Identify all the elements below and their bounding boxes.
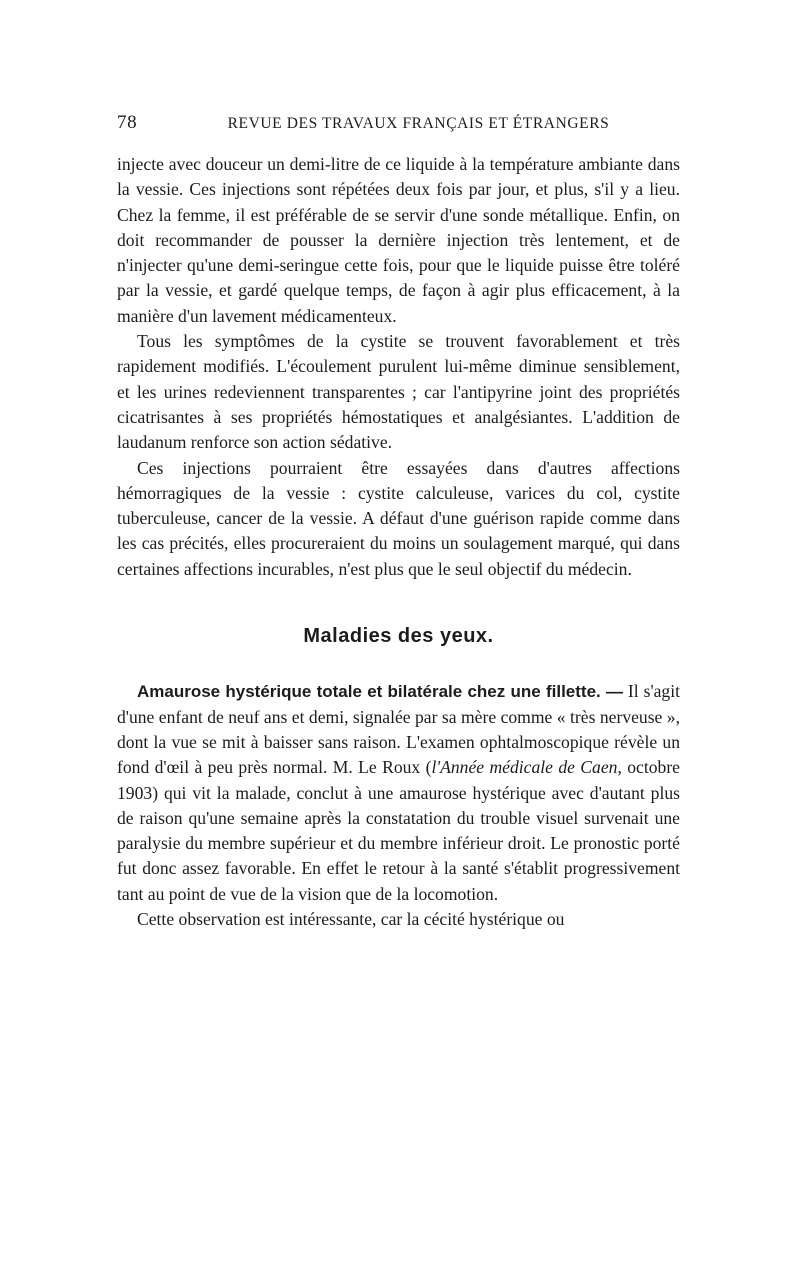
running-title: REVUE DES TRAVAUX FRANÇAIS ET ÉTRANGERS bbox=[227, 115, 610, 132]
journal-citation: l'Année médicale de Caen bbox=[431, 757, 618, 778]
article-text-part1: Il s'agit d'une enfant de neuf ans et demi, signalée par sa mère comme « très nerveuse », dont la vue se mit à baisser sans raison. L'examen ophtalmoscopique révèle un fond d'œil à peu près normal. M. Le Roux ( bbox=[117, 681, 680, 778]
article-paragraph bbox=[117, 679, 680, 907]
paragraph: injecte avec douceur un demi-litre de ce liquide à la température ambiante dans la vessie. Ces injections sont répétées deux fois par jour, et plus, s'il y a lieu. Chez la femme, il est préférable de se servir d'une sonde métallique. Enfin, on doit recommander de pousser la dernière injection très lentement, et de n'injecter qu'une demi-seringue cette fois, pour que le liquide puisse être toléré par la vessie, et gardé quelque temps, de façon à agir plus efficacement, à la manière d'un lavement médicamenteux. bbox=[117, 154, 680, 326]
article-text-part2: , octobre 1903) qui vit la malade, conclut à une amaurose hystérique avec d'autant plus de raison qu'une semaine après la constatation du trouble visuel survenait une paralysie du membre supérieur et du membre inférieur droit. Le pronostic porté fut donc assez favorable. En effet le retour à la santé s'établit progressivement tant au point de vue de la vision que de la locomotion. bbox=[117, 757, 680, 904]
page bbox=[117, 112, 680, 932]
paragraph: Ces injections pourraient être essayées dans d'autres affections hémorragiques de la vessie : cystite calculeuse, varices du col, cystite tuberculeuse, cancer de la vessie. A défaut d'une guérison rapide comme dans les cas précités, elles procureraient du moins un soulagement marqué, qui dans certaines affections incurables, n'est plus que le seul objectif du médecin. bbox=[117, 457, 680, 579]
section-heading: Maladies des yeux. bbox=[303, 625, 494, 648]
page-number: 78 bbox=[117, 112, 138, 133]
running-head bbox=[117, 112, 680, 134]
paragraph: Cette observation est intéressante, car la cécité hystérique ou bbox=[137, 909, 565, 930]
article-title: Amaurose hystérique totale et bilatérale chez une fillette. — bbox=[137, 682, 623, 702]
body-text bbox=[117, 152, 680, 932]
paragraph: Tous les symptômes de la cystite se trouvent favorablement et très rapidement modifiés. L'écoulement purulent lui-même diminue sensiblement, et les urines redeviennent transparentes ; car l'antipyrine joint des propriétés cicatrisantes à ses propriétés hémostatiques et analgésiantes. L'addition de laudanum renforce son action sédative. bbox=[117, 331, 680, 453]
